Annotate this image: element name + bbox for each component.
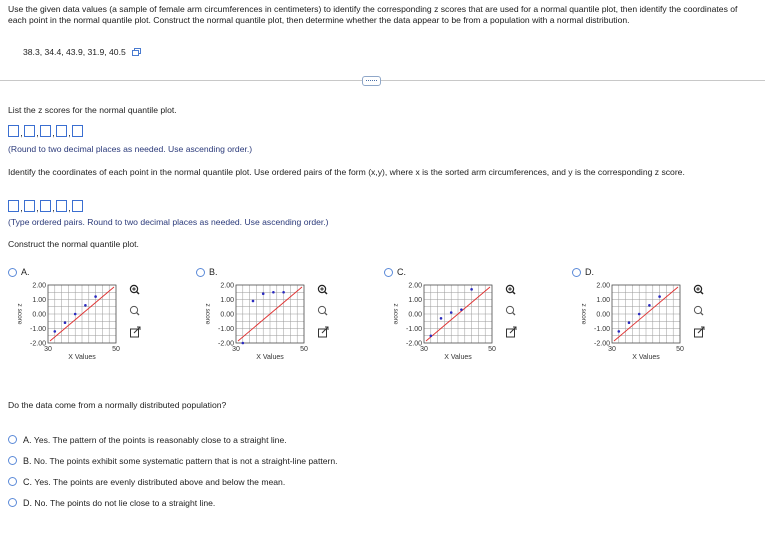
data-point <box>430 334 433 337</box>
option-letter: D. <box>585 267 594 277</box>
zoom-out-icon[interactable] <box>318 306 327 315</box>
option-letter: B. <box>209 267 218 277</box>
zscore-input-4[interactable] <box>56 125 67 137</box>
y-tick-label: 1.00 <box>408 297 422 304</box>
y-tick-label: -1.00 <box>218 326 234 333</box>
separator: , <box>52 128 55 138</box>
x-tick-label: 50 <box>676 346 684 353</box>
pop-out-icon[interactable] <box>507 327 517 337</box>
option-letter: A. <box>21 267 30 277</box>
y-axis-label: z score <box>16 303 23 325</box>
option-text: Yes. The points are evenly distributed above and below the mean. <box>34 476 286 487</box>
separator: , <box>52 203 55 213</box>
pop-out-icon[interactable] <box>319 327 329 337</box>
data-point <box>252 300 255 303</box>
data-point <box>450 311 453 314</box>
zscore-input-5[interactable] <box>72 125 83 137</box>
zscore-hint: (Round to two decimal places as needed. Use ascending order.) <box>8 144 253 154</box>
y-tick-label: 2.00 <box>32 282 46 290</box>
y-tick-label: -2.00 <box>406 340 422 348</box>
separator: , <box>68 203 71 213</box>
data-values-text: 38.3, 34.4, 43.9, 31.9, 40.5 <box>23 47 126 57</box>
x-axis-label: X Values <box>68 354 96 361</box>
option-letter: B. <box>23 455 32 466</box>
y-tick-label: 2.00 <box>408 282 422 290</box>
normal-quantile-plot <box>384 263 534 383</box>
pop-out-icon[interactable] <box>695 327 705 337</box>
construct-plot-prompt: Construct the normal quantile plot. <box>8 239 139 249</box>
coordinate-input-5[interactable] <box>72 200 83 212</box>
data-point <box>282 291 285 294</box>
separator: , <box>36 203 39 213</box>
x-tick-label: 50 <box>300 346 308 353</box>
data-point <box>84 304 87 307</box>
y-tick-label: 0.00 <box>408 311 422 319</box>
x-axis-label: X Values <box>256 354 284 361</box>
coordinates-prompt: Identify the coordinates of each point in the normal quantile plot. Use ordered pairs of the form (x,y), where x is the sorted arm circumferences, and y is the corresponding z score. <box>8 167 685 177</box>
zoom-out-icon[interactable] <box>694 306 703 315</box>
data-point <box>628 321 631 324</box>
separator: , <box>20 203 23 213</box>
separator: , <box>36 128 39 138</box>
pop-out-icon[interactable] <box>131 327 141 337</box>
data-point <box>638 313 641 316</box>
data-point <box>94 295 97 298</box>
y-tick-label: 1.00 <box>596 297 610 304</box>
y-tick-label: -1.00 <box>30 326 46 333</box>
y-tick-label: 0.00 <box>596 311 610 319</box>
y-tick-label: -1.00 <box>406 326 422 333</box>
data-point <box>658 295 661 298</box>
zscore-answer-boxes <box>8 125 83 137</box>
radio-button[interactable] <box>8 456 17 465</box>
data-point <box>470 288 473 291</box>
y-tick-label: 2.00 <box>220 282 234 290</box>
radio-button[interactable] <box>8 435 17 444</box>
data-point <box>648 304 651 307</box>
coordinates-answer-boxes <box>8 200 83 212</box>
x-axis-label: X Values <box>632 354 660 361</box>
normal-quantile-plot <box>8 263 158 383</box>
y-tick-label: -1.00 <box>594 326 610 333</box>
x-tick-label: 50 <box>488 346 496 353</box>
section-divider <box>0 80 765 81</box>
coordinate-input-3[interactable] <box>40 200 51 212</box>
y-tick-label: 0.00 <box>32 311 46 319</box>
coordinate-input-2[interactable] <box>24 200 35 212</box>
y-tick-label: 1.00 <box>32 297 46 304</box>
x-tick-label: 50 <box>112 346 120 353</box>
normality-option-c[interactable] <box>8 471 338 492</box>
zoom-out-icon[interactable] <box>506 306 515 315</box>
y-axis-label: z score <box>392 303 399 325</box>
zoom-in-icon[interactable] <box>506 285 515 294</box>
normality-option-a[interactable] <box>8 429 338 450</box>
normal-quantile-plot <box>196 263 346 383</box>
x-tick-label: 30 <box>420 346 428 353</box>
zoom-in-icon[interactable] <box>318 285 327 294</box>
option-letter: C. <box>23 476 32 487</box>
option-text: Yes. The pattern of the points is reasonably close to a straight line. <box>33 434 287 445</box>
option-letter: D. <box>23 497 32 508</box>
normality-option-d[interactable] <box>8 492 338 513</box>
x-tick-label: 30 <box>44 346 52 353</box>
data-point <box>262 292 265 295</box>
data-point <box>74 313 77 316</box>
option-letter: A. <box>23 434 32 445</box>
radio-button[interactable] <box>8 477 17 486</box>
normality-option-b[interactable] <box>8 450 338 471</box>
coordinate-input-4[interactable] <box>56 200 67 212</box>
x-tick-label: 30 <box>608 346 616 353</box>
y-tick-label: 0.00 <box>220 311 234 319</box>
data-point <box>618 330 621 333</box>
data-point <box>440 317 443 320</box>
expand-divider-button[interactable] <box>362 76 381 86</box>
data-point <box>242 342 245 345</box>
coordinate-input-1[interactable] <box>8 200 19 212</box>
normal-quantile-plot <box>572 263 722 383</box>
zoom-in-icon[interactable] <box>694 285 703 294</box>
data-point <box>272 291 275 294</box>
option-text: No. The points exhibit some systematic pattern that is not a straight-line pattern. <box>33 455 338 466</box>
y-tick-label: 1.00 <box>220 297 234 304</box>
y-tick-label: -2.00 <box>594 340 610 348</box>
zscore-prompt: List the z scores for the normal quantile plot. <box>8 105 177 115</box>
y-tick-label: -2.00 <box>30 340 46 348</box>
data-point <box>64 321 67 324</box>
y-tick-label: 2.00 <box>596 282 610 290</box>
normality-options <box>8 429 338 513</box>
zscore-input-2[interactable] <box>24 125 35 137</box>
x-tick-label: 30 <box>232 346 240 353</box>
option-text: No. The points do not lie close to a straight line. <box>34 497 216 508</box>
y-tick-label: -2.00 <box>218 340 234 348</box>
normality-prompt: Do the data come from a normally distributed population? <box>8 400 227 410</box>
data-point <box>460 308 463 311</box>
question-intro: Use the given data values (a sample of female arm circumferences in centimeters) to identify the corresponding z scores that are used for a normal quantile plot, then identify the coordinates of each point in the normal quantile plot. Construct the normal quantile plot, then determine whether the data appear to be from a population with a normal distribution. <box>8 4 738 25</box>
zoom-out-icon[interactable] <box>130 306 139 315</box>
separator: , <box>20 128 23 138</box>
radio-button[interactable] <box>8 498 17 507</box>
zscore-input-1[interactable] <box>8 125 19 137</box>
coordinates-hint: (Type ordered pairs. Round to two decimal places as needed. Use ascending order.) <box>8 217 329 227</box>
zoom-in-icon[interactable] <box>130 285 139 294</box>
zscore-input-3[interactable] <box>40 125 51 137</box>
data-values <box>23 47 141 57</box>
data-point <box>54 330 57 333</box>
separator: , <box>68 128 71 138</box>
y-axis-label: z score <box>204 303 211 325</box>
copy-data-icon[interactable] <box>132 48 141 56</box>
option-letter: C. <box>397 267 406 277</box>
y-axis-label: z score <box>580 303 587 325</box>
x-axis-label: X Values <box>444 354 472 361</box>
